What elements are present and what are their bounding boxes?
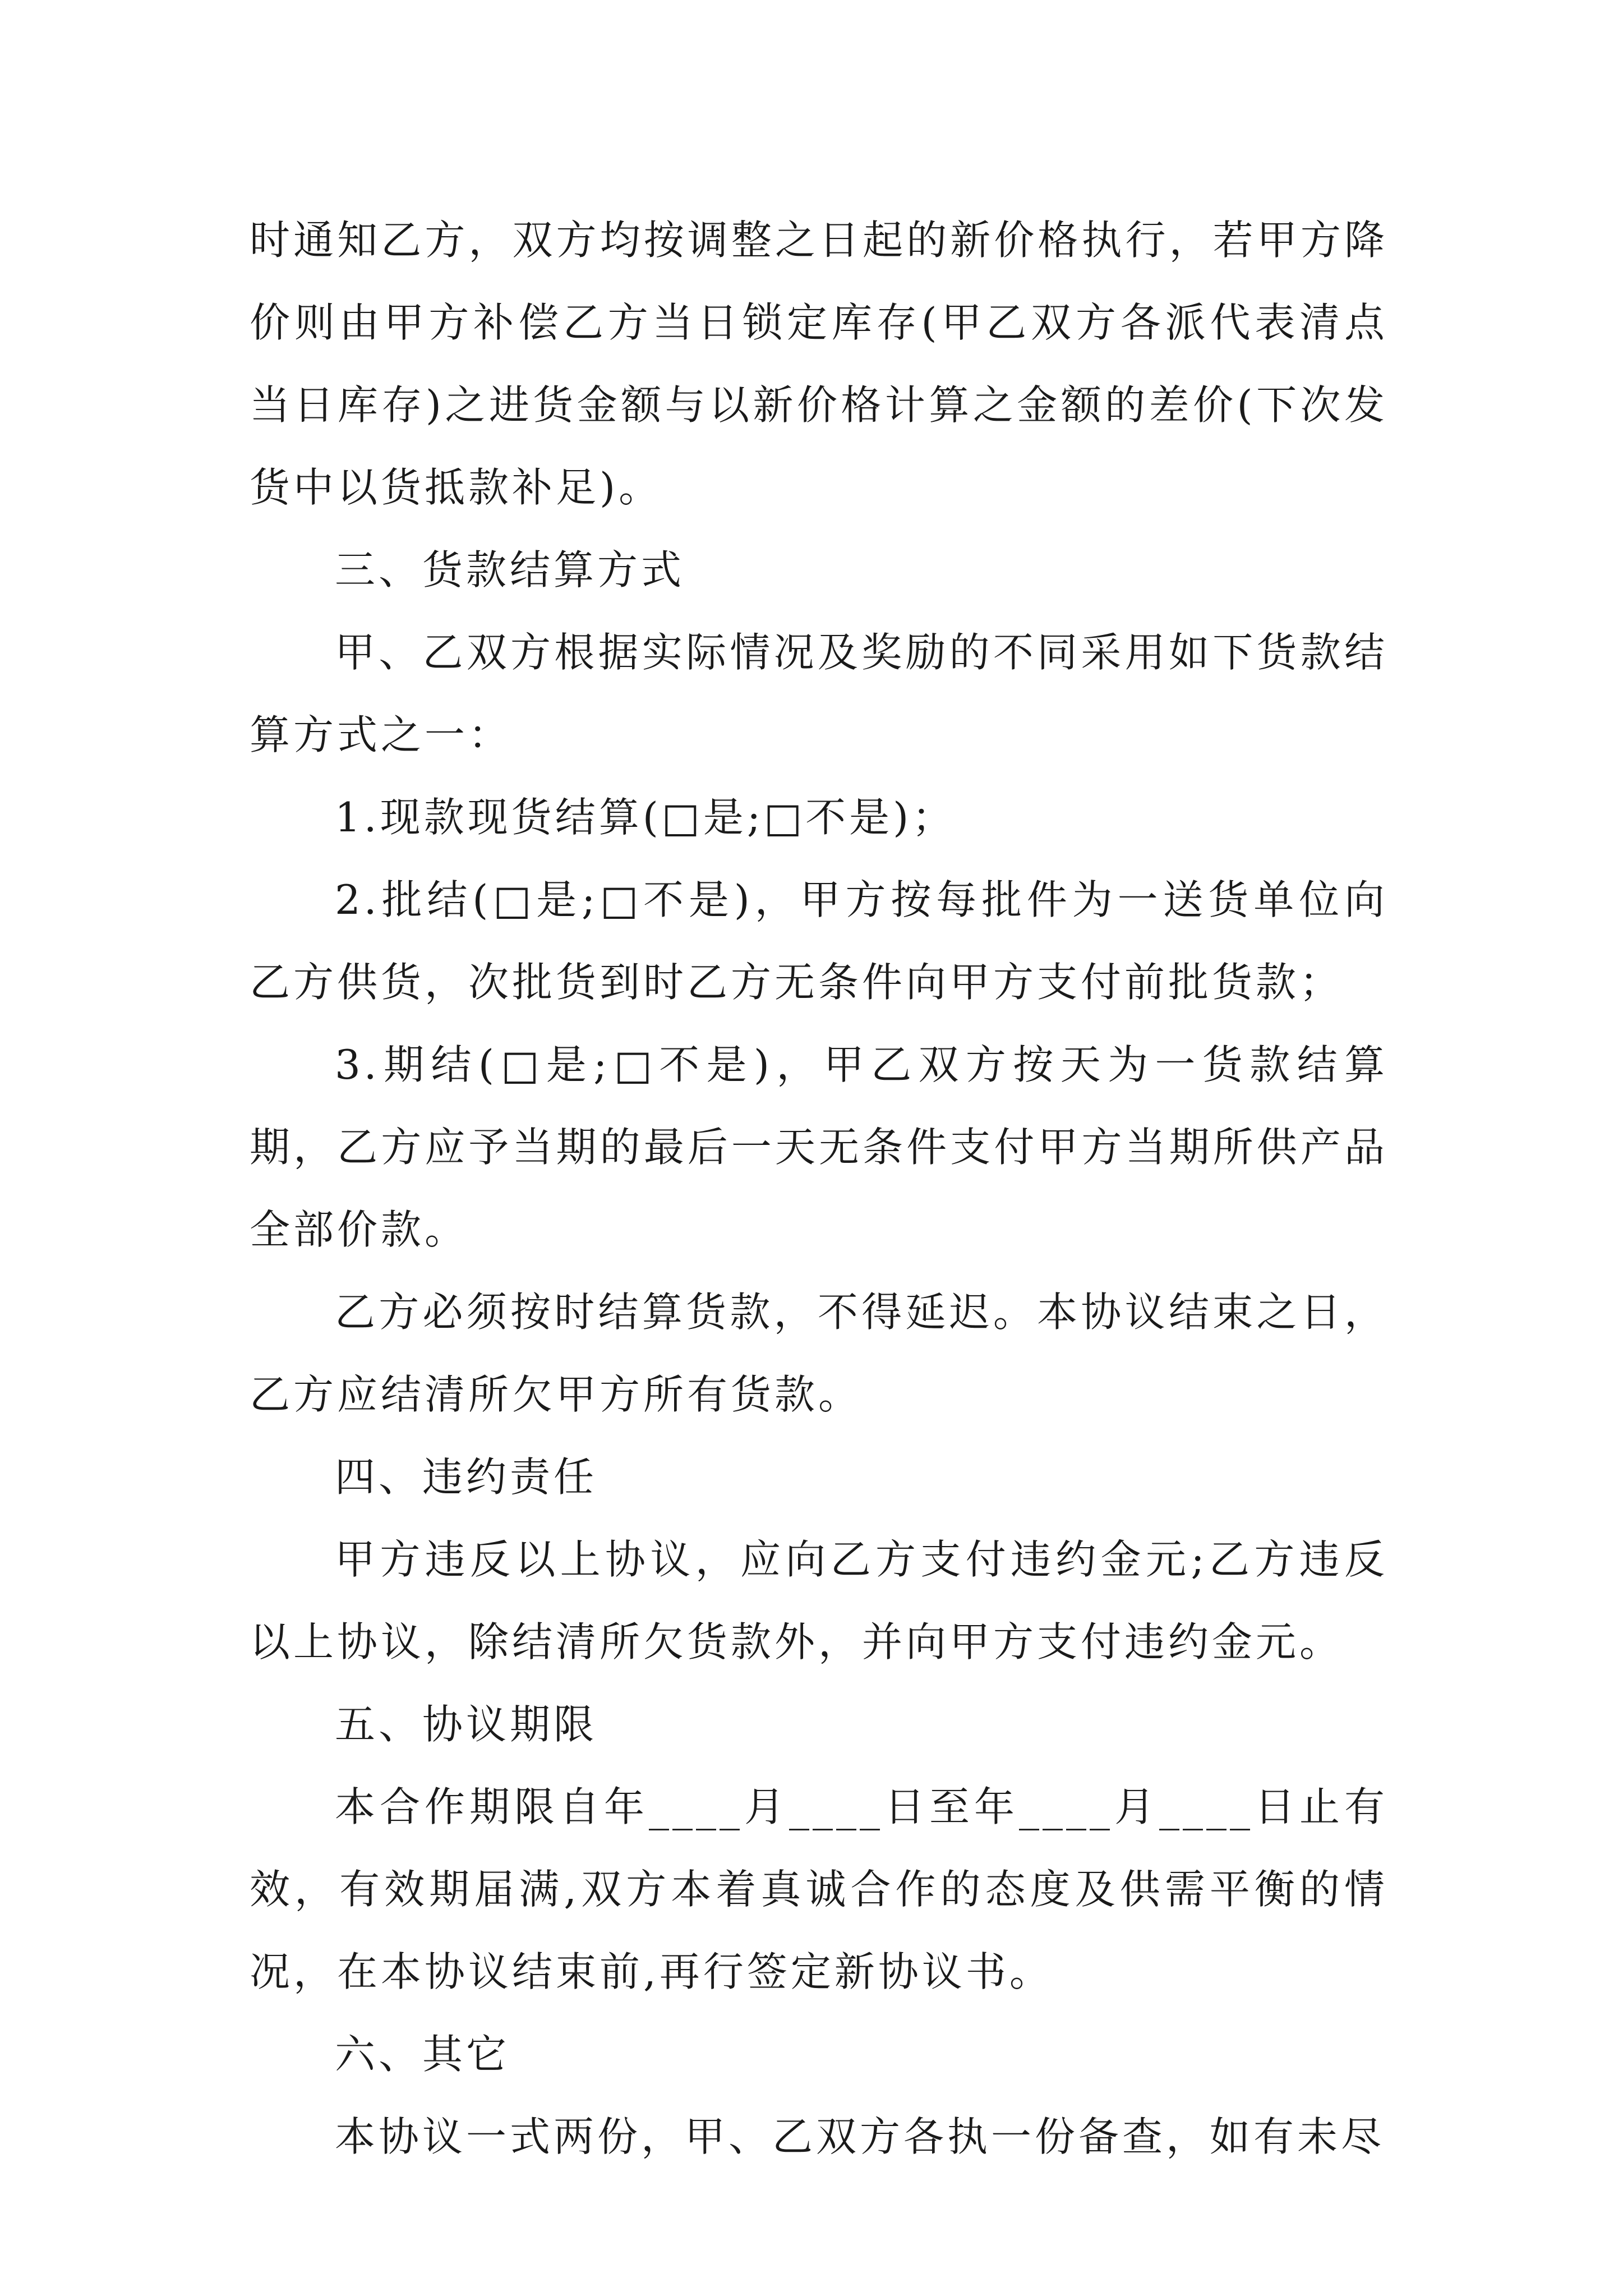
paragraph-agreement-term: 本合作期限自年____月____日至年____月____日止有效，有效期届满,双方本着真诚合作的态度及供需平衡的情况，在本协议结束前,再行签定新协议书。 bbox=[250, 1783, 1388, 1995]
paragraph-other: 本协议一式两份，甲、乙双方各执一份备查，如有未尽 bbox=[335, 2113, 1385, 2160]
paragraph-price-adjustment: 时通知乙方，双方均按调整之日起的新价格执行，若甲方降价则由甲方补偿乙方当日锁定库存(甲乙双方各派代表清点当日库存)之进货金额与以新价格计算之金额的差价(下次发货中以货抵款补足)。 bbox=[250, 217, 1388, 511]
heading-breach-liability: 四、违约责任 bbox=[335, 1453, 598, 1501]
paragraph-breach-liability: 甲方违反以上协议，应向乙方支付违约金元;乙方违反以上协议，除结清所欠货款外，并向甲方支付违约金元。 bbox=[250, 1536, 1388, 1665]
heading-other: 六、其它 bbox=[335, 2031, 510, 2078]
paragraph-settlement-option-2: 2.批结(□是;□不是)，甲方按每批件为一送货单位向乙方供货，次批货到时乙方无条件向甲方支付前批货款； bbox=[250, 876, 1388, 1006]
paragraph-settlement-option-3: 3.期结(□是;□不是)，甲乙双方按天为一货款结算期，乙方应予当期的最后一天无条件支付甲方当期所供产品全部价款。 bbox=[250, 1041, 1388, 1253]
heading-payment-settlement: 三、货款结算方式 bbox=[335, 546, 685, 593]
heading-agreement-term: 五、协议期限 bbox=[335, 1701, 598, 1748]
paragraph-settlement-deadline: 乙方必须按时结算货款，不得延迟。本协议结束之日，乙方应结清所欠甲方所有货款。 bbox=[250, 1289, 1388, 1418]
document-body bbox=[250, 199, 1388, 2178]
paragraph-settlement-intro: 甲、乙双方根据实际情况及奖励的不同采用如下货款结算方式之一： bbox=[250, 629, 1388, 758]
paragraph-settlement-option-1: 1.现款现货结算(□是;□不是)； bbox=[335, 794, 956, 841]
